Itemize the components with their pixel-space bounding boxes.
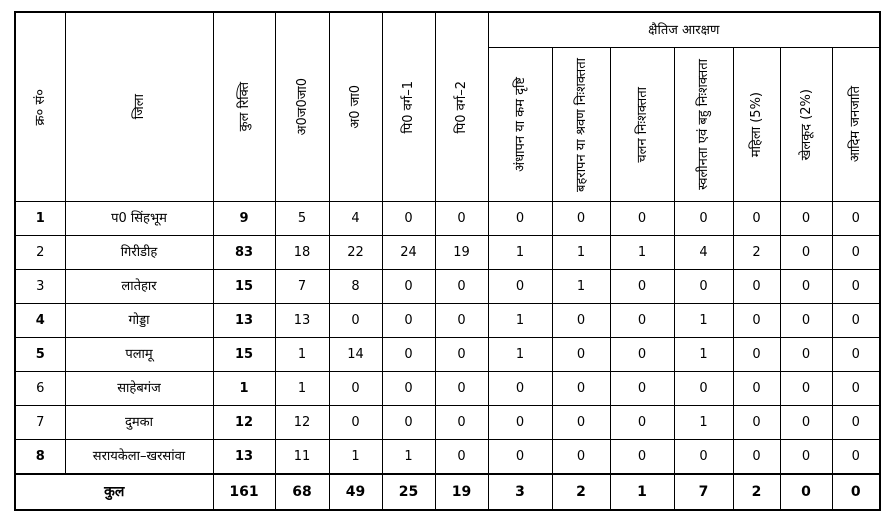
cell-total: 13 xyxy=(213,440,275,475)
header-sc: अ0 जा0 xyxy=(329,12,382,202)
cell-locomotor: 0 xyxy=(610,202,674,236)
cell-sports: 0 xyxy=(780,372,832,406)
cell-tribe: 0 xyxy=(832,372,880,406)
cell-women: 0 xyxy=(733,406,780,440)
cell-bc1: 0 xyxy=(382,202,435,236)
total-row xyxy=(15,474,880,510)
cell-sno: 2 xyxy=(15,236,65,270)
cell-bc1: 0 xyxy=(382,270,435,304)
cell-locomotor: 0 xyxy=(610,304,674,338)
cell-total: 83 xyxy=(213,236,275,270)
cell-sc: 22 xyxy=(329,236,382,270)
cell-sports: 0 xyxy=(780,236,832,270)
header-autism: स्वलीनता एवं बहु निःशक्तता xyxy=(674,48,733,202)
cell-sno: 6 xyxy=(15,372,65,406)
total-locomotor: 1 xyxy=(610,474,674,510)
cell-bc2: 0 xyxy=(435,406,488,440)
total-st: 68 xyxy=(275,474,329,510)
total-deaf: 2 xyxy=(552,474,610,510)
cell-sc: 0 xyxy=(329,406,382,440)
cell-st: 18 xyxy=(275,236,329,270)
total-bc1: 25 xyxy=(382,474,435,510)
cell-total: 12 xyxy=(213,406,275,440)
cell-locomotor: 0 xyxy=(610,372,674,406)
cell-sc: 0 xyxy=(329,304,382,338)
cell-district: गोड्डा xyxy=(65,304,213,338)
cell-autism: 1 xyxy=(674,338,733,372)
cell-deaf: 0 xyxy=(552,372,610,406)
table-row xyxy=(15,406,880,440)
total-autism: 7 xyxy=(674,474,733,510)
header-locomotor: चलन निःशक्तता xyxy=(610,48,674,202)
cell-sports: 0 xyxy=(780,406,832,440)
cell-bc1: 0 xyxy=(382,372,435,406)
cell-tribe: 0 xyxy=(832,338,880,372)
cell-district: प0 सिंहभूम xyxy=(65,202,213,236)
cell-women: 0 xyxy=(733,372,780,406)
cell-blind: 0 xyxy=(488,440,552,475)
cell-tribe: 0 xyxy=(832,270,880,304)
cell-tribe: 0 xyxy=(832,440,880,475)
total-vacancy: 161 xyxy=(213,474,275,510)
cell-district: सरायकेला–खरसांवा xyxy=(65,440,213,475)
cell-district: दुमका xyxy=(65,406,213,440)
total-label: कुल xyxy=(15,474,213,510)
cell-deaf: 0 xyxy=(552,304,610,338)
cell-total: 9 xyxy=(213,202,275,236)
cell-st: 7 xyxy=(275,270,329,304)
header-sports: खेलकूद (2%) xyxy=(780,48,832,202)
cell-locomotor: 0 xyxy=(610,406,674,440)
cell-bc2: 0 xyxy=(435,440,488,475)
cell-deaf: 0 xyxy=(552,338,610,372)
cell-sports: 0 xyxy=(780,440,832,475)
cell-bc2: 19 xyxy=(435,236,488,270)
cell-sc: 1 xyxy=(329,440,382,475)
cell-total: 1 xyxy=(213,372,275,406)
header-women: महिला (5%) xyxy=(733,48,780,202)
vacancy-table xyxy=(14,11,881,511)
cell-women: 0 xyxy=(733,202,780,236)
cell-women: 2 xyxy=(733,236,780,270)
total-bc2: 19 xyxy=(435,474,488,510)
table-row xyxy=(15,236,880,270)
cell-district: गिरीडीह xyxy=(65,236,213,270)
cell-st: 5 xyxy=(275,202,329,236)
cell-total: 15 xyxy=(213,270,275,304)
cell-blind: 0 xyxy=(488,372,552,406)
cell-st: 11 xyxy=(275,440,329,475)
cell-women: 0 xyxy=(733,270,780,304)
cell-tribe: 0 xyxy=(832,304,880,338)
cell-autism: 0 xyxy=(674,440,733,475)
table-row xyxy=(15,338,880,372)
cell-total: 13 xyxy=(213,304,275,338)
cell-bc2: 0 xyxy=(435,304,488,338)
cell-blind: 0 xyxy=(488,406,552,440)
table-row xyxy=(15,440,880,475)
cell-deaf: 1 xyxy=(552,270,610,304)
cell-sports: 0 xyxy=(780,270,832,304)
header-district: जिला xyxy=(65,12,213,202)
cell-blind: 1 xyxy=(488,304,552,338)
cell-sports: 0 xyxy=(780,304,832,338)
cell-bc1: 1 xyxy=(382,440,435,475)
cell-st: 13 xyxy=(275,304,329,338)
table-row xyxy=(15,202,880,236)
cell-sc: 8 xyxy=(329,270,382,304)
total-sports: 0 xyxy=(780,474,832,510)
cell-bc1: 0 xyxy=(382,304,435,338)
cell-deaf: 0 xyxy=(552,440,610,475)
cell-locomotor: 0 xyxy=(610,270,674,304)
cell-district: पलामू xyxy=(65,338,213,372)
cell-autism: 1 xyxy=(674,304,733,338)
cell-women: 0 xyxy=(733,338,780,372)
cell-sc: 4 xyxy=(329,202,382,236)
header-total-vacancy: कुल रिक्ति xyxy=(213,12,275,202)
header-horizontal-reservation: क्षैतिज आरक्षण xyxy=(488,12,880,48)
header-st: अ0ज0जा0 xyxy=(275,12,329,202)
cell-sno: 7 xyxy=(15,406,65,440)
cell-blind: 0 xyxy=(488,202,552,236)
cell-tribe: 0 xyxy=(832,202,880,236)
cell-bc1: 0 xyxy=(382,338,435,372)
table-row xyxy=(15,372,880,406)
cell-bc1: 24 xyxy=(382,236,435,270)
header-sno: क्र० सं० xyxy=(15,12,65,202)
cell-autism: 0 xyxy=(674,372,733,406)
cell-bc2: 0 xyxy=(435,338,488,372)
cell-blind: 0 xyxy=(488,270,552,304)
cell-women: 0 xyxy=(733,440,780,475)
cell-st: 12 xyxy=(275,406,329,440)
cell-sno: 8 xyxy=(15,440,65,475)
cell-st: 1 xyxy=(275,338,329,372)
cell-deaf: 1 xyxy=(552,236,610,270)
cell-bc1: 0 xyxy=(382,406,435,440)
cell-deaf: 0 xyxy=(552,406,610,440)
cell-district: साहेबगंज xyxy=(65,372,213,406)
cell-bc2: 0 xyxy=(435,372,488,406)
cell-sports: 0 xyxy=(780,202,832,236)
cell-tribe: 0 xyxy=(832,236,880,270)
cell-blind: 1 xyxy=(488,236,552,270)
header-deaf: बहरापन या श्रवण निःशक्तता xyxy=(552,48,610,202)
total-tribe: 0 xyxy=(832,474,880,510)
total-women: 2 xyxy=(733,474,780,510)
cell-autism: 0 xyxy=(674,270,733,304)
cell-district: लातेहार xyxy=(65,270,213,304)
cell-total: 15 xyxy=(213,338,275,372)
cell-deaf: 0 xyxy=(552,202,610,236)
header-blind: अंधापन या कम दृष्टि xyxy=(488,48,552,202)
header-bc1: पि0 वर्ग–1 xyxy=(382,12,435,202)
table-row xyxy=(15,304,880,338)
cell-sno: 4 xyxy=(15,304,65,338)
cell-st: 1 xyxy=(275,372,329,406)
cell-autism: 1 xyxy=(674,406,733,440)
total-blind: 3 xyxy=(488,474,552,510)
header-bc2: पि0 वर्ग–2 xyxy=(435,12,488,202)
cell-bc2: 0 xyxy=(435,202,488,236)
cell-women: 0 xyxy=(733,304,780,338)
cell-sports: 0 xyxy=(780,338,832,372)
cell-autism: 4 xyxy=(674,236,733,270)
cell-blind: 1 xyxy=(488,338,552,372)
cell-locomotor: 1 xyxy=(610,236,674,270)
cell-sno: 5 xyxy=(15,338,65,372)
cell-locomotor: 0 xyxy=(610,440,674,475)
cell-sc: 14 xyxy=(329,338,382,372)
cell-sno: 1 xyxy=(15,202,65,236)
cell-locomotor: 0 xyxy=(610,338,674,372)
cell-sc: 0 xyxy=(329,372,382,406)
cell-autism: 0 xyxy=(674,202,733,236)
header-primitive-tribe: आदिम जनजाति xyxy=(832,48,880,202)
total-sc: 49 xyxy=(329,474,382,510)
cell-tribe: 0 xyxy=(832,406,880,440)
table-row xyxy=(15,270,880,304)
cell-sno: 3 xyxy=(15,270,65,304)
cell-bc2: 0 xyxy=(435,270,488,304)
